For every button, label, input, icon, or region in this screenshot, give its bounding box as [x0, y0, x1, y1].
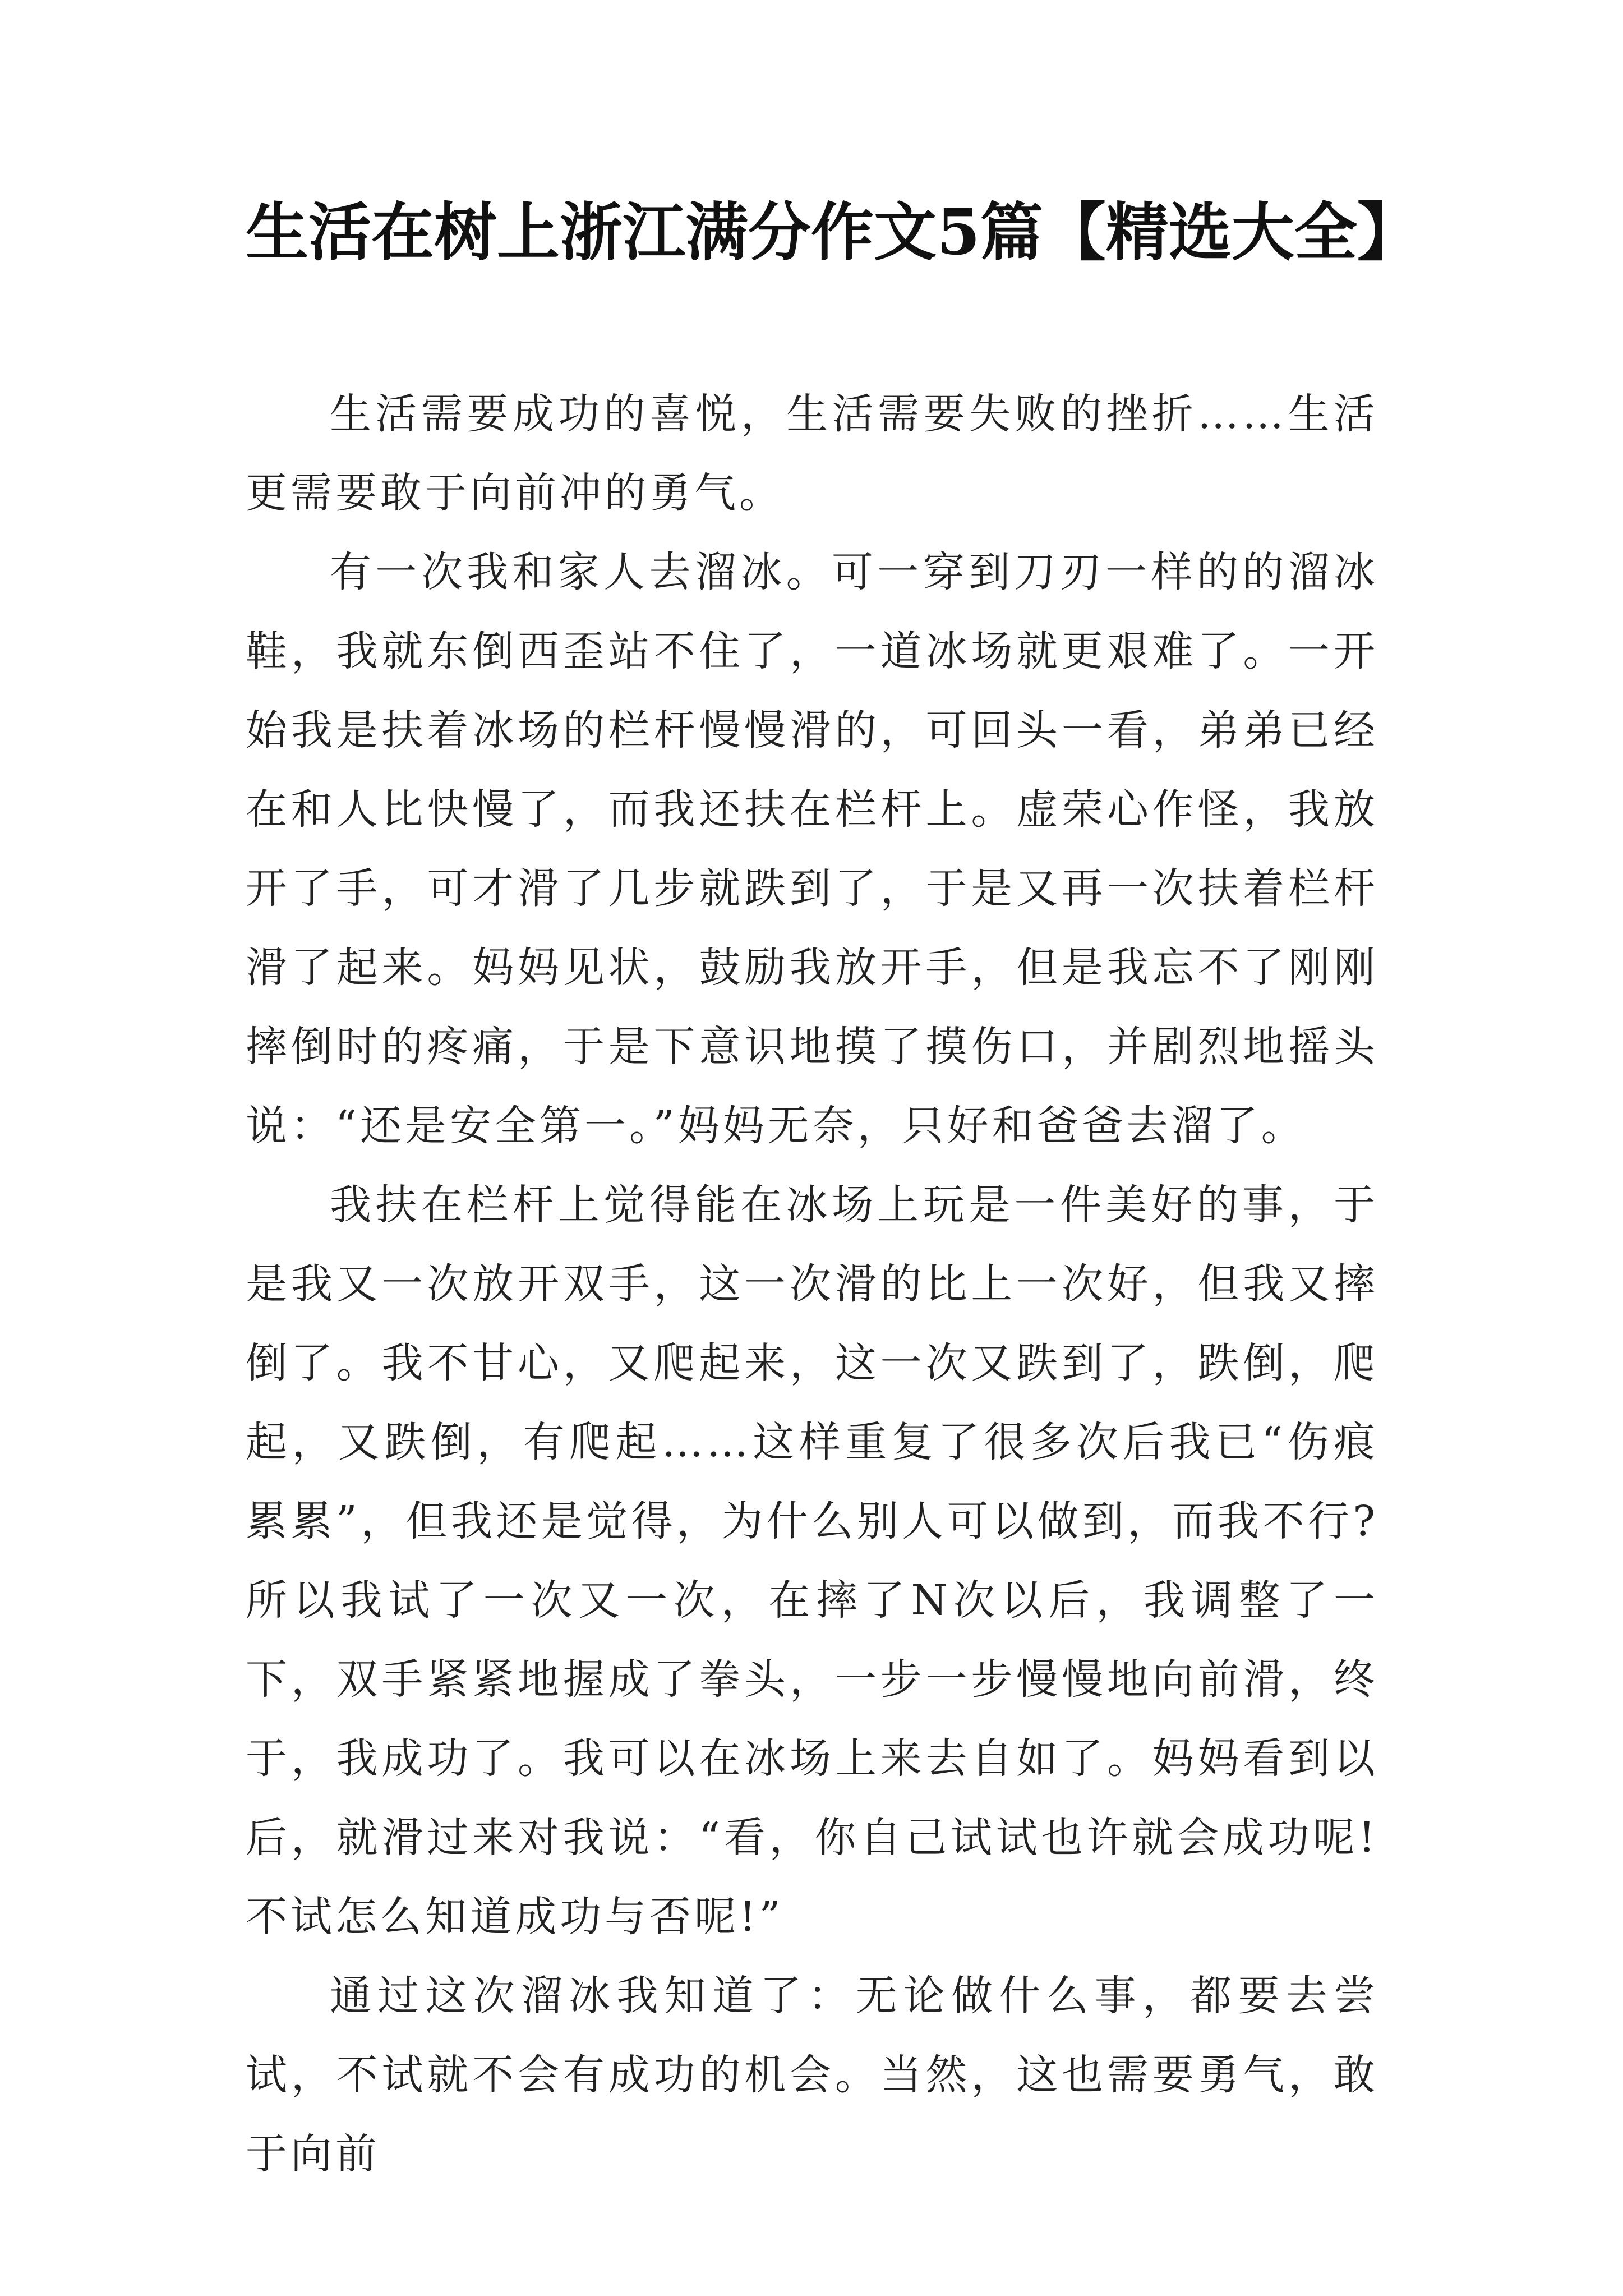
document-body — [246, 375, 1378, 2194]
paragraph-2: 有一次我和家人去溜冰。可一穿到刀刃一样的的溜冰鞋，我就东倒西歪站不住了，一道冰场就更艰难了。一开始我是扶着冰场的栏杆慢慢滑的，可回头一看，弟弟已经在和人比快慢了，而我还扶在栏杆上。虚荣心作怪，我放开了手，可才滑了几步就跌到了，于是又再一次扶着栏杆滑了起来。妈妈见状，鼓励我放开手，但是我忘不了刚刚摔倒时的疼痛，于是下意识地摸了摸伤口，并剧烈地摇头说：“还是安全第一。”妈妈无奈，只好和爸爸去溜了。 — [246, 548, 1378, 1150]
paragraph-3: 我扶在栏杆上觉得能在冰场上玩是一件美好的事，于是我又一次放开双手，这一次滑的比上一次好，但我又摔倒了。我不甘心，又爬起来，这一次又跌到了，跌倒，爬起，又跌倒，有爬起……这样重复了很多次后我已“伤痕累累”，但我还是觉得，为什么别人可以做到，而我不行?所以我试了一次又一次，在摔了N次以后，我调整了一下，双手紧紧地握成了拳头，一步一步慢慢地向前滑，终于，我成功了。我可以在冰场上来去自如了。妈妈看到以后，就滑过来对我说：“看，你自己试试也许就会成功呢!不试怎么知道成功与否呢!” — [246, 1181, 1378, 1941]
document-title: 生活在树上浙江满分作文5篇【精选大全】 — [246, 196, 1420, 269]
paragraph-1: 生活需要成功的喜悦，生活需要失败的挫折……生活更需要敢于向前冲的勇气。 — [246, 390, 1378, 517]
paragraph-4: 通过这次溜冰我知道了：无论做什么事，都要去尝试，不试就不会有成功的机会。当然，这也需要勇气，敢于向前 — [246, 1972, 1378, 2178]
